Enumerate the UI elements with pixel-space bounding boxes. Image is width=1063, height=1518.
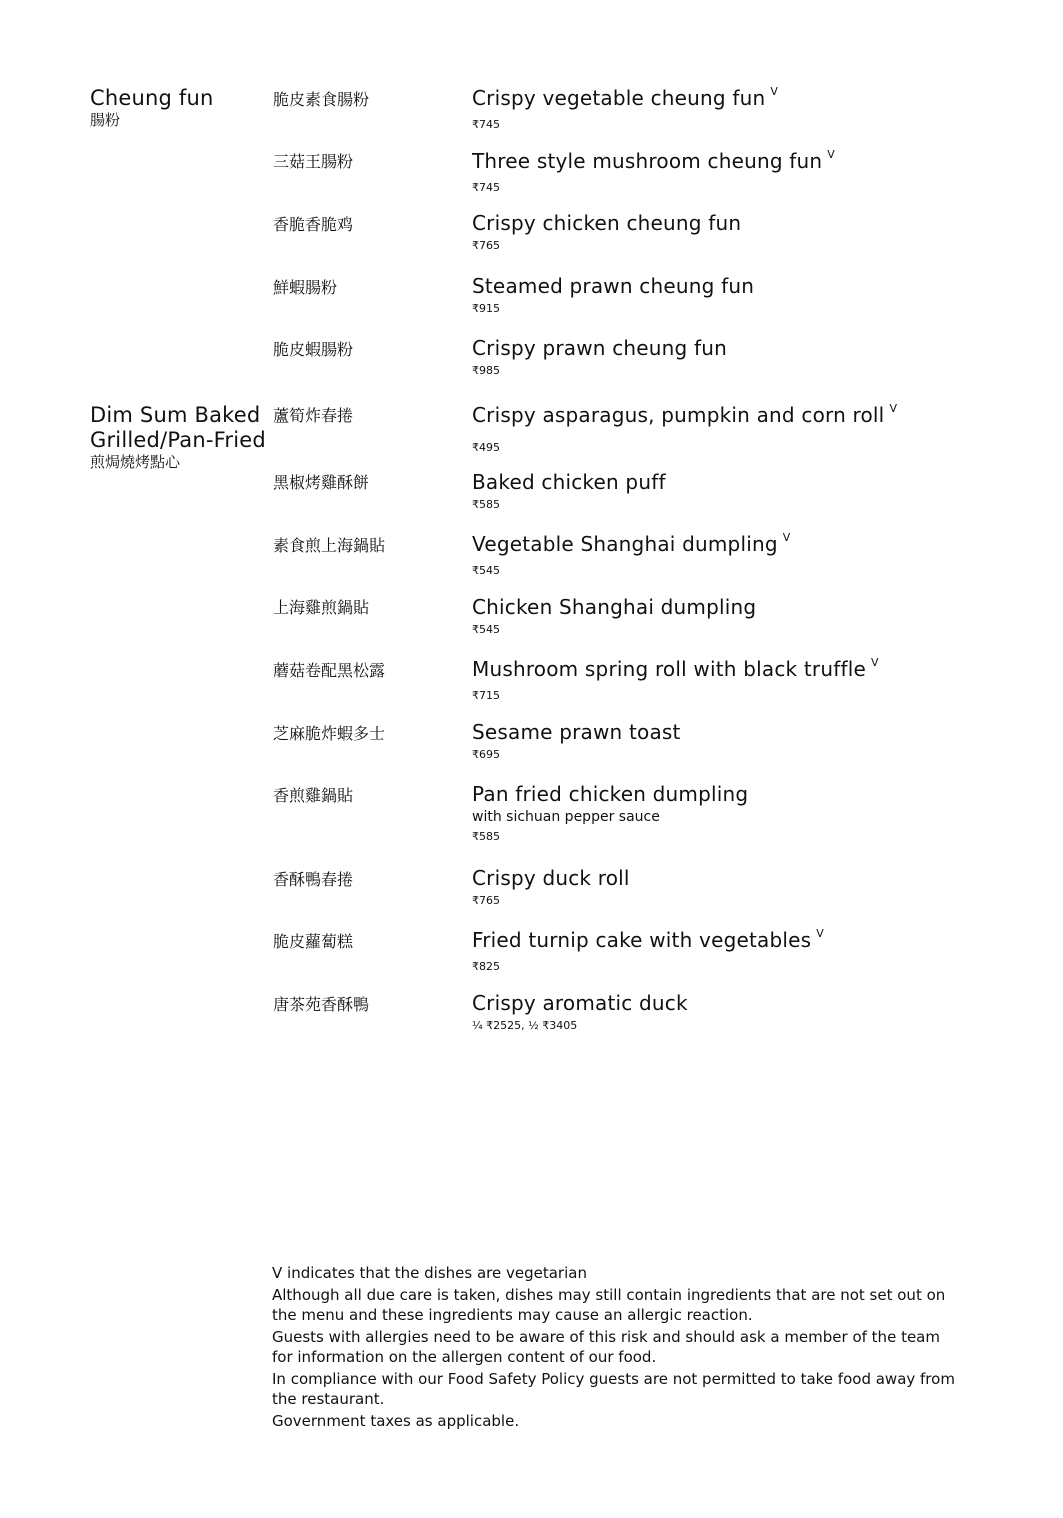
item-chinese-name: 脆皮蘿蔔糕 bbox=[273, 932, 354, 951]
item-price: ₹585 bbox=[472, 830, 500, 843]
item-chinese-name: 三菇王腸粉 bbox=[273, 152, 354, 171]
item-price: ₹695 bbox=[472, 748, 500, 761]
item-chinese-name: 鮮蝦腸粉 bbox=[273, 278, 338, 297]
item-chinese-name: 上海雞煎鍋貼 bbox=[273, 598, 370, 617]
item-details bbox=[472, 470, 992, 512]
item-price: ₹765 bbox=[472, 239, 500, 252]
item-name: Fried turnip cake with vegetables bbox=[472, 928, 812, 952]
item-details bbox=[472, 866, 992, 908]
footer-note: Guests with allergies need to be aware of this risk and should ask a member of the team for information on the allergen content of our food. bbox=[272, 1328, 940, 1366]
item-chinese-name: 素食煎上海鍋貼 bbox=[273, 536, 386, 555]
item-price: ₹545 bbox=[472, 623, 500, 636]
item-name: Mushroom spring roll with black truffle bbox=[472, 657, 866, 681]
item-price: ₹745 bbox=[472, 181, 500, 194]
item-chinese-name: 黑椒烤雞酥餅 bbox=[273, 473, 370, 492]
item-name: Crispy chicken cheung fun bbox=[472, 211, 742, 235]
veg-mark: V bbox=[770, 85, 779, 98]
footer-note: Government taxes as applicable. bbox=[272, 1412, 520, 1430]
item-chinese-name: 香脆香脆鸡 bbox=[273, 215, 354, 234]
item-details bbox=[472, 657, 992, 703]
section-title-en: Dim Sum Baked Grilled/Pan-Fried bbox=[90, 403, 266, 452]
item-price: ₹745 bbox=[472, 118, 500, 131]
item-price: ₹545 bbox=[472, 564, 500, 577]
item-details bbox=[472, 595, 992, 637]
item-chinese-name: 香煎雞鍋貼 bbox=[273, 786, 354, 805]
item-price: ₹495 bbox=[472, 441, 500, 454]
item-details bbox=[472, 928, 992, 974]
item-chinese-name: 蘑菇卷配黑松露 bbox=[273, 661, 386, 680]
item-name: Crispy aromatic duck bbox=[472, 991, 688, 1015]
item-chinese-name: 脆皮蝦腸粉 bbox=[273, 340, 354, 359]
item-name: Crispy duck roll bbox=[472, 866, 630, 890]
item-details bbox=[472, 149, 992, 195]
item-details bbox=[472, 991, 992, 1033]
item-name: Vegetable Shanghai dumpling bbox=[472, 532, 778, 556]
item-name: Crispy prawn cheung fun bbox=[472, 336, 727, 360]
item-name: Crispy vegetable cheung fun bbox=[472, 86, 766, 110]
item-name: Baked chicken puff bbox=[472, 470, 666, 494]
item-details bbox=[472, 336, 992, 378]
section-title-en: Cheung fun bbox=[90, 86, 214, 110]
item-details bbox=[472, 532, 992, 578]
item-chinese-name: 脆皮素食腸粉 bbox=[273, 90, 370, 109]
veg-mark: V bbox=[889, 402, 898, 415]
item-chinese-name: 芝麻脆炸蝦多士 bbox=[273, 724, 386, 743]
item-price: ₹825 bbox=[472, 960, 500, 973]
item-price: ₹715 bbox=[472, 689, 500, 702]
item-chinese-name: 香酥鴨春捲 bbox=[273, 870, 354, 889]
item-price: ¼ ₹2525, ½ ₹3405 bbox=[472, 1019, 578, 1032]
section-title-zh: 腸粉 bbox=[90, 111, 121, 129]
item-name: Crispy asparagus, pumpkin and corn roll bbox=[472, 403, 885, 427]
item-name: Chicken Shanghai dumpling bbox=[472, 595, 757, 619]
section-dim-sum bbox=[90, 403, 270, 471]
item-chinese-name: 蘆筍炸春捲 bbox=[273, 406, 354, 425]
item-details bbox=[472, 782, 992, 844]
item-details bbox=[472, 274, 992, 316]
section-title-zh: 煎焗燒烤點心 bbox=[90, 453, 181, 471]
item-details bbox=[472, 86, 992, 132]
item-chinese-name: 唐茶苑香酥鴨 bbox=[273, 995, 370, 1014]
item-details bbox=[472, 403, 992, 455]
footer-note: In compliance with our Food Safety Policy guests are not permitted to take food away from the restaurant. bbox=[272, 1370, 955, 1408]
veg-mark: V bbox=[816, 927, 824, 940]
item-description: with sichuan pepper sauce bbox=[472, 809, 660, 825]
item-name: Three style mushroom cheung fun bbox=[472, 149, 823, 173]
item-price: ₹765 bbox=[472, 894, 500, 907]
item-name: Steamed prawn cheung fun bbox=[472, 274, 755, 298]
item-price: ₹915 bbox=[472, 302, 500, 315]
item-details bbox=[472, 720, 992, 762]
veg-mark: V bbox=[827, 148, 836, 161]
item-price: ₹985 bbox=[472, 364, 500, 377]
footer-notes bbox=[272, 1263, 962, 1433]
item-details bbox=[472, 211, 992, 253]
footer-note: Although all due care is taken, dishes may still contain ingredients that are not set out on the menu and these ingredients may cause an allergic reaction. bbox=[272, 1286, 946, 1324]
item-price: ₹585 bbox=[472, 498, 500, 511]
footer-note: V indicates that the dishes are vegetarian bbox=[272, 1264, 587, 1282]
section-cheung-fun bbox=[90, 86, 270, 129]
item-name: Sesame prawn toast bbox=[472, 720, 681, 744]
veg-mark: V bbox=[870, 656, 879, 669]
item-name: Pan fried chicken dumpling bbox=[472, 782, 749, 806]
veg-mark: V bbox=[782, 531, 791, 544]
